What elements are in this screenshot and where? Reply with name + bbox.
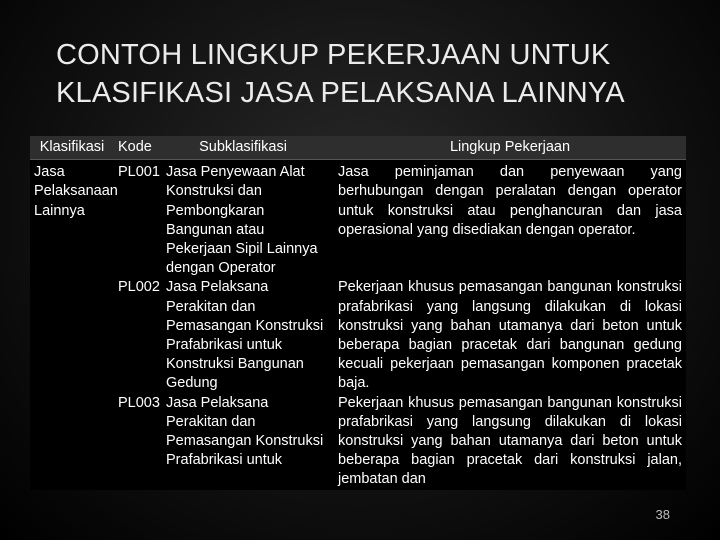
table-row (30, 394, 686, 490)
cell-kode: PL002 (114, 278, 162, 393)
table-row (30, 160, 686, 278)
title-line-1: CONTOH LINGKUP PEKERJAAN UNTUK (56, 39, 611, 71)
table-header-row (30, 136, 686, 160)
cell-klasifikasi: Jasa Pelaksanaan Lainnya (30, 160, 114, 489)
table-container (30, 136, 686, 540)
cell-subklasifikasi: Jasa Pelaksana Perakitan dan Pemasangan Konstruksi Prafabrikasi untuk Konstruksi Bangunan Gedung (162, 278, 334, 393)
header-lingkup-pekerjaan: Lingkup Pekerjaan (334, 136, 686, 160)
cell-subklasifikasi: Jasa Pelaksana Perakitan dan Pemasangan Konstruksi Prafabrikasi untuk (162, 394, 334, 490)
scope-table (30, 136, 686, 490)
page-number: 38 (655, 507, 670, 522)
title-line-2: KLASIFIKASI JASA PELAKSANA LAINNYA (56, 77, 625, 109)
cell-lingkup: Jasa peminjaman dan penyewaan yang berhubungan dengan peralatan dengan operator untuk konstruksi atau penghancuran dan jasa operasional yang disediakan dengan operator. (334, 160, 686, 278)
cell-lingkup: Pekerjaan khusus pemasangan bangunan konstruksi prafabrikasi yang langsung dilakukan di lokasi konstruksi yang bahan utamanya dari beton untuk beberapa bagian pracetak dari bangunan gedung kecuali pekerjaan pemasangan komponen pracetak baja. (334, 278, 686, 393)
table-row (30, 278, 686, 393)
cell-kode: PL003 (114, 394, 162, 490)
header-kode: Kode (114, 136, 162, 160)
slide-title (56, 36, 696, 112)
cell-lingkup: Pekerjaan khusus pemasangan bangunan konstruksi prafabrikasi yang langsung dilakukan di lokasi konstruksi yang bahan utamanya dari beton untuk beberapa bagian pracetak dari konstruksi jalan, jembatan dan (334, 394, 686, 490)
header-subklasifikasi: Subklasifikasi (162, 136, 334, 160)
header-klasifikasi: Klasifikasi (30, 136, 114, 160)
cell-kode: PL001 (114, 160, 162, 278)
cell-subklasifikasi: Jasa Penyewaan Alat Konstruksi dan Pembongkaran Bangunan atau Pekerjaan Sipil Lainnya dengan Operator (162, 160, 334, 278)
